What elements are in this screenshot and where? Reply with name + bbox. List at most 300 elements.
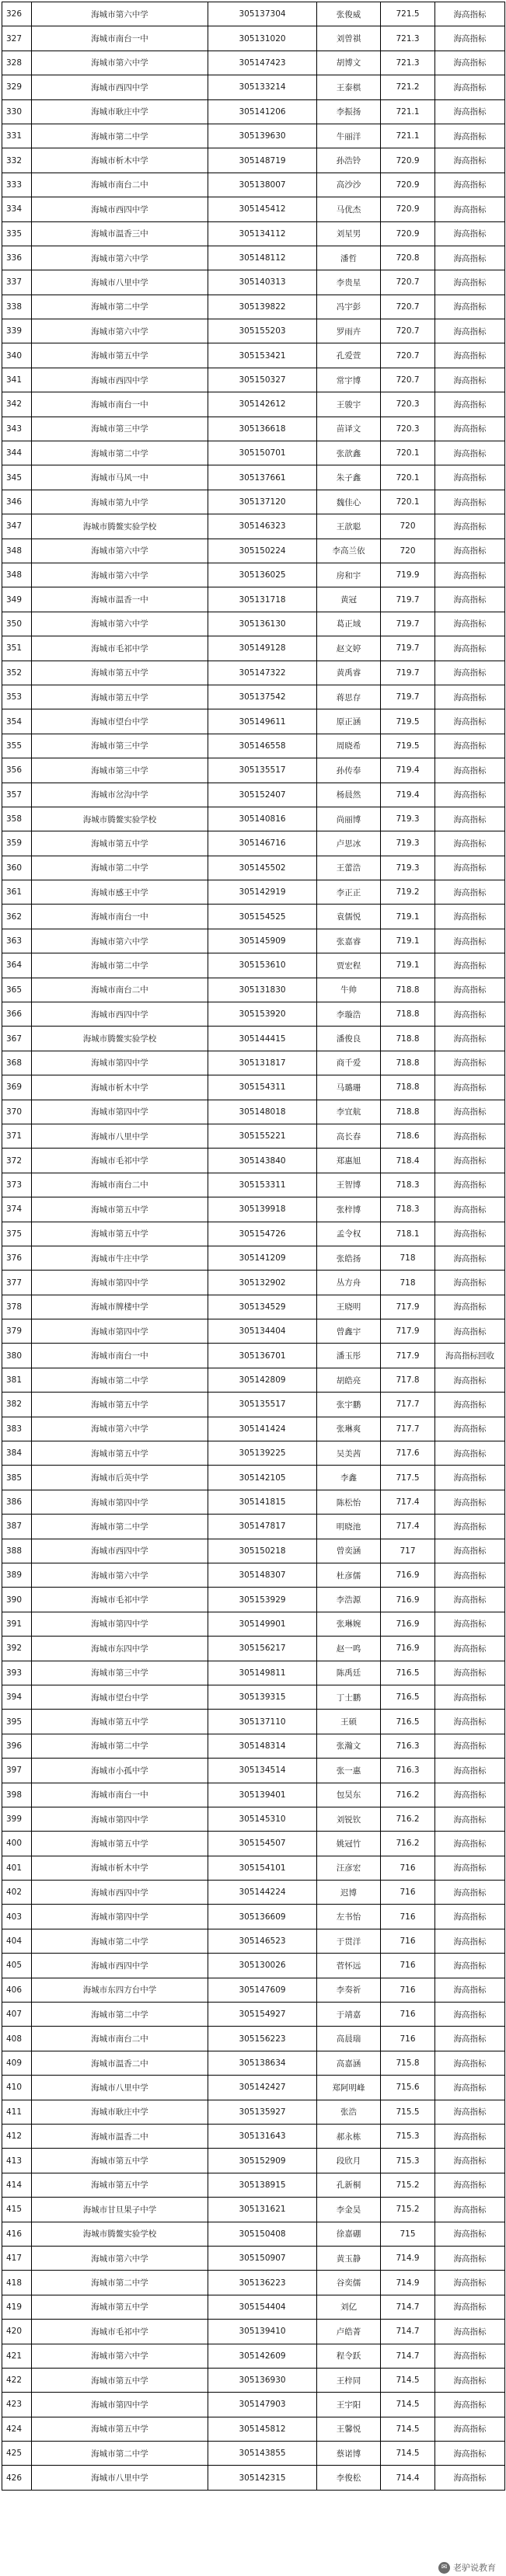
cell-name: 王蕾浩	[317, 856, 381, 880]
cell-rank: 397	[2, 1759, 32, 1783]
cell-exam_id: 305136930	[208, 2368, 317, 2392]
table-row	[2, 2003, 505, 2027]
cell-name: 李璇浩	[317, 1002, 381, 1027]
cell-score: 720.3	[381, 392, 435, 417]
table-row	[2, 1881, 505, 1905]
table-row	[2, 685, 505, 709]
cell-rank: 367	[2, 1027, 32, 1051]
cell-note: 海高指标	[435, 343, 505, 368]
cell-note: 海高指标	[435, 880, 505, 905]
table-row	[2, 1710, 505, 1734]
cell-school: 海城市第五中学	[32, 1832, 208, 1856]
cell-rank: 347	[2, 514, 32, 539]
cell-school: 海城市牌楼中学	[32, 1295, 208, 1319]
cell-score: 720.3	[381, 417, 435, 441]
table-row	[2, 75, 505, 99]
cell-exam_id: 305153421	[208, 343, 317, 368]
cell-score: 717.9	[381, 1295, 435, 1319]
cell-name: 菅怀远	[317, 1954, 381, 1978]
cell-rank: 408	[2, 2027, 32, 2051]
cell-name: 郑阿明峰	[317, 2076, 381, 2100]
table-row	[2, 2271, 505, 2295]
cell-school: 海城市第五中学	[32, 1222, 208, 1246]
watermark	[436, 2561, 498, 2574]
cell-rank: 425	[2, 2442, 32, 2466]
cell-name: 黄禹睿	[317, 661, 381, 685]
cell-score: 719.7	[381, 661, 435, 685]
table-row	[2, 1124, 505, 1148]
cell-note: 海高指标	[435, 2198, 505, 2222]
cell-exam_id: 305142609	[208, 2344, 317, 2368]
cell-score: 718.8	[381, 1002, 435, 1027]
table-row	[2, 148, 505, 173]
cell-exam_id: 305152909	[208, 2149, 317, 2173]
cell-score: 716	[381, 1978, 435, 2002]
cell-school: 海城市西四中学	[32, 1002, 208, 1027]
cell-name: 曾奕涵	[317, 1539, 381, 1563]
cell-score: 714.9	[381, 2246, 435, 2270]
cell-rank: 400	[2, 1832, 32, 1856]
cell-rank: 351	[2, 636, 32, 661]
cell-exam_id: 305146716	[208, 831, 317, 856]
cell-rank: 373	[2, 1173, 32, 1197]
cell-name: 姚冠竹	[317, 1832, 381, 1856]
cell-name: 王宇阳	[317, 2393, 381, 2417]
cell-name: 张一惠	[317, 1759, 381, 1783]
cell-rank: 345	[2, 465, 32, 490]
cell-school: 海城市温香二中	[32, 2124, 208, 2148]
cell-school: 海城市第三中学	[32, 758, 208, 783]
cell-school: 海城市第五中学	[32, 1197, 208, 1222]
cell-school: 海城市毛祁中学	[32, 1588, 208, 1612]
cell-score: 717.8	[381, 1368, 435, 1392]
cell-exam_id: 305149128	[208, 636, 317, 661]
cell-school: 海城市八里中学	[32, 2466, 208, 2490]
cell-school: 海城市第四中学	[32, 1319, 208, 1344]
cell-school: 海城市第六中学	[32, 929, 208, 953]
cell-rank: 366	[2, 1002, 32, 1027]
cell-rank: 407	[2, 2003, 32, 2027]
cell-score: 720.9	[381, 148, 435, 173]
cell-rank: 346	[2, 490, 32, 514]
table-row	[2, 1344, 505, 1368]
cell-note: 海高指标	[435, 1319, 505, 1344]
cell-rank: 376	[2, 1246, 32, 1270]
cell-score: 716	[381, 2003, 435, 2027]
cell-rank: 340	[2, 343, 32, 368]
cell-school: 海城市析木中学	[32, 1856, 208, 1880]
cell-rank: 406	[2, 1978, 32, 2002]
cell-name: 张宇鹏	[317, 1393, 381, 1417]
cell-exam_id: 305147322	[208, 661, 317, 685]
table-row	[2, 417, 505, 441]
cell-note: 海高指标	[435, 51, 505, 75]
table-row	[2, 1539, 505, 1563]
cell-score: 718.6	[381, 1124, 435, 1148]
cell-note: 海高指标	[435, 1002, 505, 1027]
cell-score: 714.7	[381, 2344, 435, 2368]
cell-note: 海高指标	[435, 1807, 505, 1831]
cell-school: 海城市第五中学	[32, 661, 208, 685]
cell-school: 海城市第四中学	[32, 1612, 208, 1636]
cell-name: 陈禹廷	[317, 1661, 381, 1685]
cell-school: 海城市第二中学	[32, 2271, 208, 2295]
cell-exam_id: 305138634	[208, 2051, 317, 2075]
cell-rank: 414	[2, 2173, 32, 2197]
cell-rank: 420	[2, 2320, 32, 2344]
cell-rank: 368	[2, 1051, 32, 1075]
cell-exam_id: 305130026	[208, 1954, 317, 1978]
cell-school: 海城市温香二中	[32, 2051, 208, 2075]
cell-score: 720.1	[381, 465, 435, 490]
cell-school: 海城市南台二中	[32, 1173, 208, 1197]
cell-exam_id: 305131643	[208, 2124, 317, 2148]
cell-rank: 326	[2, 2, 32, 26]
table-row	[2, 1929, 505, 1953]
table-row	[2, 246, 505, 270]
cell-school: 海城市南台一中	[32, 905, 208, 929]
cell-score: 720.7	[381, 368, 435, 392]
cell-note: 海高指标	[435, 563, 505, 587]
cell-score: 721.3	[381, 26, 435, 51]
table-row	[2, 1978, 505, 2002]
cell-school: 海城市第五中学	[32, 343, 208, 368]
cell-name: 张梓博	[317, 1197, 381, 1222]
cell-exam_id: 305152407	[208, 783, 317, 807]
cell-exam_id: 305136223	[208, 2271, 317, 2295]
cell-school: 海城市第五中学	[32, 2295, 208, 2319]
cell-rank: 327	[2, 26, 32, 51]
cell-rank: 363	[2, 929, 32, 953]
cell-name: 汪彦宏	[317, 1856, 381, 1880]
cell-exam_id: 305131817	[208, 1051, 317, 1075]
cell-exam_id: 305137304	[208, 2, 317, 26]
cell-name: 刘曾祺	[317, 26, 381, 51]
table-row	[2, 1002, 505, 1027]
cell-rank: 333	[2, 173, 32, 197]
cell-name: 张琳爽	[317, 1417, 381, 1441]
cell-exam_id: 305142919	[208, 880, 317, 905]
cell-name: 高晨瑞	[317, 2027, 381, 2051]
cell-score: 719.3	[381, 807, 435, 831]
cell-note: 海高指标	[435, 1588, 505, 1612]
cell-school: 海城市南台一中	[32, 1783, 208, 1807]
cell-note: 海高指标	[435, 1197, 505, 1222]
cell-rank: 379	[2, 1319, 32, 1344]
cell-note: 海高指标	[435, 783, 505, 807]
cell-exam_id: 305141209	[208, 1246, 317, 1270]
cell-school: 海城市耿庄中学	[32, 99, 208, 124]
table-row	[2, 1075, 505, 1100]
cell-school: 海城市第四中学	[32, 1490, 208, 1514]
cell-note: 海高指标	[435, 1368, 505, 1392]
cell-score: 716.2	[381, 1783, 435, 1807]
cell-exam_id: 305147817	[208, 1515, 317, 1539]
cell-rank: 387	[2, 1515, 32, 1539]
cell-name: 郝永栋	[317, 2124, 381, 2148]
cell-exam_id: 305137120	[208, 490, 317, 514]
cell-exam_id: 305149811	[208, 1661, 317, 1685]
cell-rank: 381	[2, 1368, 32, 1392]
cell-school: 海城市第五中学	[32, 831, 208, 856]
cell-school: 海城市第二中学	[32, 2442, 208, 2466]
table-row	[2, 2051, 505, 2075]
cell-score: 716	[381, 1905, 435, 1929]
table-row	[2, 2173, 505, 2197]
cell-exam_id: 305134529	[208, 1295, 317, 1319]
cell-score: 716.9	[381, 1637, 435, 1661]
cell-rank: 360	[2, 856, 32, 880]
cell-rank: 421	[2, 2344, 32, 2368]
table-row	[2, 99, 505, 124]
cell-exam_id: 305131718	[208, 587, 317, 612]
cell-rank: 348	[2, 539, 32, 563]
cell-score: 719.7	[381, 612, 435, 636]
cell-school: 海城市温香一中	[32, 587, 208, 612]
table-row	[2, 2149, 505, 2173]
cell-school: 海城市毛祁中学	[32, 2320, 208, 2344]
cell-score: 718.4	[381, 1149, 435, 1173]
table-row	[2, 465, 505, 490]
cell-name: 潘哲	[317, 246, 381, 270]
cell-note: 海高指标	[435, 75, 505, 99]
cell-note: 海高指标	[435, 856, 505, 880]
cell-rank: 383	[2, 1417, 32, 1441]
cell-name: 迟博	[317, 1881, 381, 1905]
cell-name: 王歆聪	[317, 514, 381, 539]
cell-note: 海高指标	[435, 1637, 505, 1661]
cell-exam_id: 305150224	[208, 539, 317, 563]
cell-exam_id: 305155221	[208, 1124, 317, 1148]
cell-school: 海城市第五中学	[32, 2173, 208, 2197]
table-row	[2, 1759, 505, 1783]
cell-exam_id: 305148112	[208, 246, 317, 270]
cell-school: 海城市温香三中	[32, 221, 208, 246]
cell-note: 海高指标	[435, 1759, 505, 1783]
cell-exam_id: 305150327	[208, 368, 317, 392]
cell-school: 海城市第二中学	[32, 1368, 208, 1392]
cell-school: 海城市小孤中学	[32, 1759, 208, 1783]
cell-rank: 418	[2, 2271, 32, 2295]
cell-name: 尚丽博	[317, 807, 381, 831]
cell-exam_id: 305153311	[208, 1173, 317, 1197]
cell-name: 王硕	[317, 1710, 381, 1734]
table-row	[2, 929, 505, 953]
cell-name: 蔡诺博	[317, 2442, 381, 2466]
cell-score: 718.3	[381, 1173, 435, 1197]
cell-score: 719.4	[381, 758, 435, 783]
cell-rank: 342	[2, 392, 32, 417]
cell-score: 715	[381, 2222, 435, 2246]
cell-exam_id: 305136025	[208, 563, 317, 587]
cell-note: 海高指标	[435, 197, 505, 221]
cell-exam_id: 305142105	[208, 1466, 317, 1490]
cell-note: 海高指标	[435, 2246, 505, 2270]
cell-school: 海城市腾鳌实验学校	[32, 2222, 208, 2246]
cell-note: 海高指标	[435, 1466, 505, 1490]
table-row	[2, 1319, 505, 1344]
cell-score: 716.5	[381, 1710, 435, 1734]
table-row	[2, 197, 505, 221]
cell-rank: 329	[2, 75, 32, 99]
cell-name: 王梓同	[317, 2368, 381, 2392]
table-row	[2, 1734, 505, 1758]
table-row	[2, 905, 505, 929]
cell-name: 王泰棋	[317, 75, 381, 99]
table-row	[2, 1807, 505, 1831]
cell-name: 张嘉睿	[317, 929, 381, 953]
cell-name: 张琳婉	[317, 1612, 381, 1636]
cell-note: 海高指标回收	[435, 1344, 505, 1368]
table-row	[2, 221, 505, 246]
cell-score: 717.9	[381, 1319, 435, 1344]
cell-name: 贾宏程	[317, 953, 381, 978]
cell-note: 海高指标	[435, 1734, 505, 1758]
cell-name: 袁儒悦	[317, 905, 381, 929]
table-row	[2, 953, 505, 978]
cell-name: 杨晨然	[317, 783, 381, 807]
cell-score: 716	[381, 2027, 435, 2051]
cell-name: 常宇博	[317, 368, 381, 392]
cell-rank: 328	[2, 51, 32, 75]
table-row	[2, 807, 505, 831]
cell-note: 海高指标	[435, 2003, 505, 2027]
cell-rank: 385	[2, 1466, 32, 1490]
cell-exam_id: 305146323	[208, 514, 317, 539]
cell-name: 杜彦儒	[317, 1563, 381, 1588]
cell-name: 刘星男	[317, 221, 381, 246]
cell-rank: 389	[2, 1563, 32, 1588]
cell-score: 715.5	[381, 2100, 435, 2124]
table-row	[2, 2, 505, 26]
cell-score: 719.1	[381, 929, 435, 953]
cell-rank: 401	[2, 1856, 32, 1880]
cell-name: 李鑫	[317, 1466, 381, 1490]
cell-rank: 390	[2, 1588, 32, 1612]
cell-score: 716.9	[381, 1563, 435, 1588]
cell-rank: 395	[2, 1710, 32, 1734]
cell-school: 海城市第四中学	[32, 1051, 208, 1075]
cell-score: 719.2	[381, 880, 435, 905]
cell-name: 陈松怡	[317, 1490, 381, 1514]
cell-name: 冯宇彭	[317, 295, 381, 319]
cell-note: 海高指标	[435, 1271, 505, 1295]
cell-rank: 386	[2, 1490, 32, 1514]
cell-school: 海城市第三中学	[32, 417, 208, 441]
cell-name: 李高兰依	[317, 539, 381, 563]
cell-name: 左书怡	[317, 1905, 381, 1929]
cell-note: 海高指标	[435, 1246, 505, 1270]
cell-name: 赵一鸣	[317, 1637, 381, 1661]
cell-name: 李浩源	[317, 1588, 381, 1612]
cell-exam_id: 305131621	[208, 2198, 317, 2222]
table-row	[2, 1661, 505, 1685]
cell-school: 海城市第六中学	[32, 1417, 208, 1441]
table-row	[2, 2124, 505, 2148]
cell-rank: 416	[2, 2222, 32, 2246]
cell-rank: 382	[2, 1393, 32, 1417]
cell-note: 海高指标	[435, 246, 505, 270]
cell-note: 海高指标	[435, 685, 505, 709]
cell-note: 海高指标	[435, 2417, 505, 2441]
cell-score: 716	[381, 1954, 435, 1978]
cell-rank: 369	[2, 1075, 32, 1100]
cell-exam_id: 305146558	[208, 734, 317, 758]
cell-note: 海高指标	[435, 99, 505, 124]
cell-rank: 371	[2, 1124, 32, 1148]
table-row	[2, 1197, 505, 1222]
table-row	[2, 319, 505, 343]
cell-school: 海城市第四中学	[32, 1905, 208, 1929]
cell-rank: 411	[2, 2100, 32, 2124]
cell-school: 海城市毛祁中学	[32, 636, 208, 661]
cell-exam_id: 305149611	[208, 709, 317, 734]
cell-score: 714.4	[381, 2466, 435, 2490]
table-row	[2, 295, 505, 319]
cell-note: 海高指标	[435, 441, 505, 465]
cell-name: 刘亿	[317, 2295, 381, 2319]
cell-score: 720.8	[381, 246, 435, 270]
cell-rank: 362	[2, 905, 32, 929]
table-row	[2, 124, 505, 148]
cell-school: 海城市第五中学	[32, 2149, 208, 2173]
cell-name: 李贵星	[317, 270, 381, 295]
cell-note: 海高指标	[435, 1027, 505, 1051]
table-row	[2, 539, 505, 563]
table-row	[2, 51, 505, 75]
cell-exam_id: 305147903	[208, 2393, 317, 2417]
cell-score: 715.3	[381, 2124, 435, 2148]
table-row	[2, 490, 505, 514]
cell-rank: 372	[2, 1149, 32, 1173]
cell-rank: 337	[2, 270, 32, 295]
cell-rank: 412	[2, 2124, 32, 2148]
cell-exam_id: 305136701	[208, 1344, 317, 1368]
cell-name: 李金昊	[317, 2198, 381, 2222]
cell-note: 海高指标	[435, 758, 505, 783]
cell-score: 716.9	[381, 1612, 435, 1636]
cell-name: 王骏宇	[317, 392, 381, 417]
cell-exam_id: 305154101	[208, 1856, 317, 1880]
cell-rank: 417	[2, 2246, 32, 2270]
cell-school: 海城市第六中学	[32, 563, 208, 587]
cell-name: 李振扬	[317, 99, 381, 124]
cell-note: 海高指标	[435, 807, 505, 831]
cell-note: 海高指标	[435, 2295, 505, 2319]
cell-note: 海高指标	[435, 1905, 505, 1929]
cell-rank: 403	[2, 1905, 32, 1929]
cell-school: 海城市南台一中	[32, 1344, 208, 1368]
cell-rank: 396	[2, 1734, 32, 1758]
cell-rank: 352	[2, 661, 32, 685]
cell-rank: 404	[2, 1929, 32, 1953]
table-row	[2, 563, 505, 587]
cell-name: 朱子鑫	[317, 465, 381, 490]
table-row	[2, 2222, 505, 2246]
cell-score: 718	[381, 1271, 435, 1295]
cell-exam_id: 305150907	[208, 2246, 317, 2270]
cell-rank: 410	[2, 2076, 32, 2100]
cell-note: 海高指标	[435, 1710, 505, 1734]
cell-note: 海高指标	[435, 2271, 505, 2295]
cell-school: 海城市第四中学	[32, 1100, 208, 1124]
cell-rank: 384	[2, 1441, 32, 1466]
cell-rank: 338	[2, 295, 32, 319]
cell-note: 海高指标	[435, 26, 505, 51]
cell-score: 721.1	[381, 124, 435, 148]
table-row	[2, 1051, 505, 1075]
cell-name: 周晓希	[317, 734, 381, 758]
